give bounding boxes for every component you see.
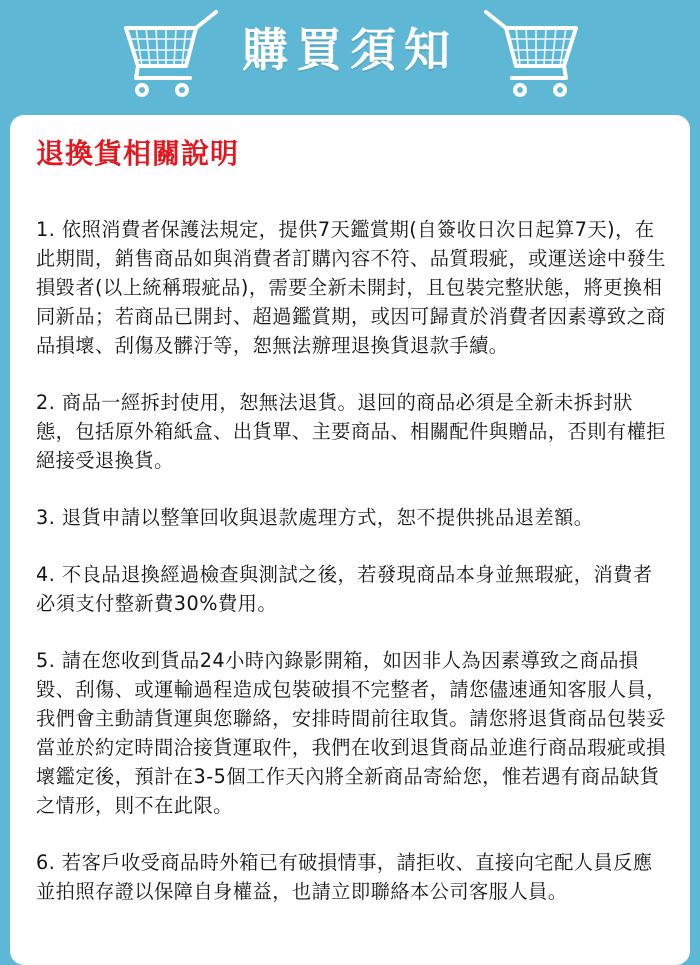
policy-item-5: 5. 請在您收到貨品24小時內錄影開箱，如因非人為因素導致之商品損毀、刮傷、或運輸過程造成包裝破損不完整者，請您儘速通知客服人員，我們會主動請貨運與您聯絡，安排時間前往取貨。請您將退貨商品包裝妥當並於約定時間洽接貨運取件，我們在收到退貨商品並進行商品瑕疵或損壞鑑定後，預計在3-5個工作天內將全新商品寄給您，惟若遇有商品缺貨之情形，則不在此限。 <box>36 649 666 817</box>
shopping-cart-icon <box>112 8 224 100</box>
policy-item-4: 4. 不良品退換經過檢查與測試之後，若發現商品本身並無瑕疵，消費者必須支付整新費30%費用。 <box>36 563 653 615</box>
policy-item-6: 6. 若客戶收受商品時外箱已有破損情事，請拒收、直接向宅配人員反應並拍照存證以保障自身權益，也請立即聯絡本公司客服人員。 <box>36 851 653 903</box>
section-title: 退換貨相關說明 <box>36 137 240 170</box>
policy-item-3: 3. 退貨申請以整筆回收與退款處理方式，恕不提供挑品退差額。 <box>36 506 594 529</box>
policy-item-1: 1. 依照消費者保護法規定，提供7天鑑賞期(自簽收日次日起算7天)，在此期間，銷售商品如與消費者訂購內容不符、品質瑕疵，或運送途中發生損毀者(以上統稱瑕疵品)，需要全新未開封，且包裝完整狀態，將更換相同新品；若商品已開封、超過鑑賞期，或因可歸責於消費者因素導致之商品損壞、刮傷及髒汙等，恕無法辦理退換貨退款手續。 <box>36 218 666 357</box>
shopping-cart-icon <box>478 8 590 100</box>
page-title: 購買須知 <box>242 23 458 77</box>
header-banner <box>0 0 700 112</box>
content-card <box>10 115 690 965</box>
banner-title-area <box>220 12 480 82</box>
policy-item-2: 2. 商品一經拆封使用，恕無法退貨。退回的商品必須是全新未拆封狀態，包括原外箱紙盒、出貨單、主要商品、相關配件與贈品，否則有權拒絕接受退換貨。 <box>36 391 666 472</box>
